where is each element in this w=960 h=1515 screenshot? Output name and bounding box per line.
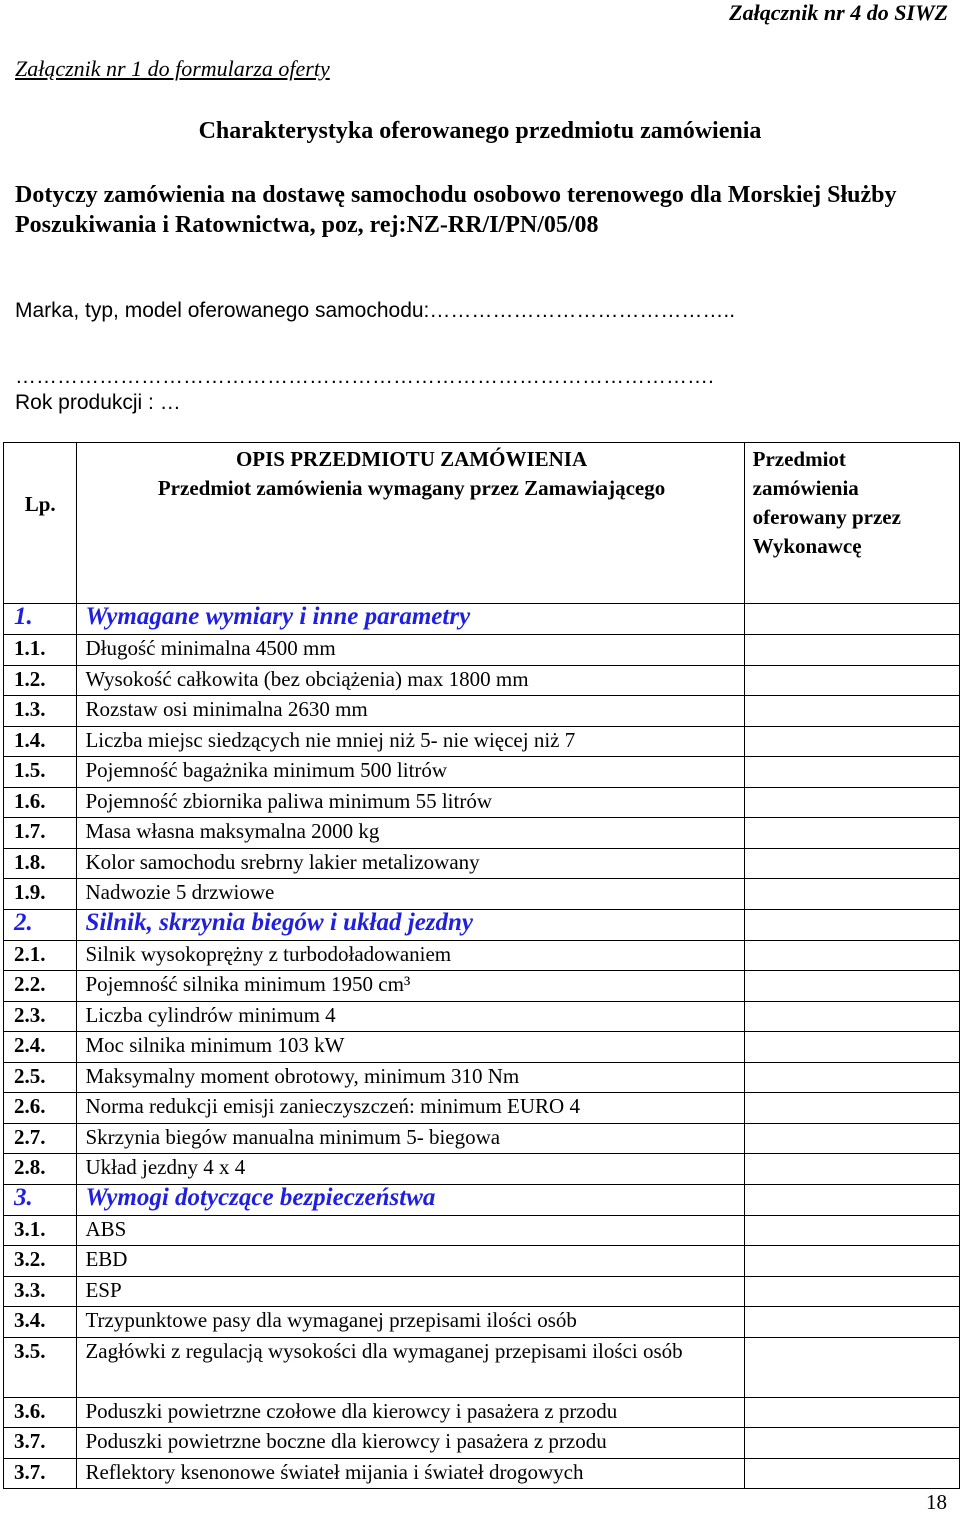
offered-cell[interactable]: [744, 1397, 959, 1428]
attachment-siwz-label: Załącznik nr 4 do SIWZ: [729, 0, 948, 25]
offered-cell[interactable]: [744, 1123, 959, 1154]
item-number: 3.7.: [4, 1458, 77, 1489]
item-number: 1.8.: [4, 848, 77, 879]
item-number: 1.3.: [4, 696, 77, 727]
table-row: [4, 665, 960, 696]
offered-cell[interactable]: [744, 1154, 959, 1185]
item-number: 2.2.: [4, 971, 77, 1002]
offered-cell[interactable]: [744, 1032, 959, 1063]
offered-cell[interactable]: [744, 1093, 959, 1124]
item-number: 3.1.: [4, 1215, 77, 1246]
table-row: [4, 940, 960, 971]
table-row: [4, 1428, 960, 1459]
item-description: Liczba miejsc siedzących nie mniej niż 5- nie więcej niż 7: [77, 726, 744, 757]
item-description: Maksymalny moment obrotowy, minimum 310 Nm: [77, 1062, 744, 1093]
item-number: 3.3.: [4, 1276, 77, 1307]
offered-cell[interactable]: [744, 665, 959, 696]
item-number: 1.6.: [4, 787, 77, 818]
offered-cell[interactable]: [744, 818, 959, 849]
item-description: Zagłówki z regulacją wysokości dla wymaganej przepisami ilości osób: [77, 1337, 744, 1397]
table-row: [4, 971, 960, 1002]
table-row: [4, 818, 960, 849]
table-row: [4, 1123, 960, 1154]
item-number: 2.1.: [4, 940, 77, 971]
column-header-description-subtitle: Przedmiot zamówienia wymagany przez Zamawiającego: [157, 476, 666, 500]
item-number: 1.5.: [4, 757, 77, 788]
item-description: Moc silnika minimum 103 kW: [77, 1032, 744, 1063]
item-number: 1.1.: [4, 635, 77, 666]
specification-table: [3, 442, 960, 1489]
production-year-field[interactable]: Rok produkcji : …: [15, 391, 181, 414]
table-row: [4, 879, 960, 910]
column-header-offered: Przedmiot zamówienia oferowany przez Wykonawcę: [744, 443, 959, 604]
item-number: 1.2.: [4, 665, 77, 696]
table-row: [4, 1397, 960, 1428]
section-row: [4, 604, 960, 635]
offered-cell[interactable]: [744, 940, 959, 971]
section-row: [4, 909, 960, 940]
offered-cell[interactable]: [744, 635, 959, 666]
item-number: 3.4.: [4, 1307, 77, 1338]
document-subject: Dotyczy zamówienia na dostawę samochodu osobowo terenowego dla Morskiej Służby Poszukiwania i Ratownictwa, poz, rej:NZ-RR/I/PN/05/08: [15, 182, 897, 238]
item-number: 2.4.: [4, 1032, 77, 1063]
item-number: 2.8.: [4, 1154, 77, 1185]
item-description: EBD: [77, 1246, 744, 1277]
table-row: [4, 1307, 960, 1338]
item-description: Norma redukcji emisji zanieczyszczeń: minimum EURO 4: [77, 1093, 744, 1124]
table-header-row: [4, 443, 960, 604]
table-row: [4, 1001, 960, 1032]
page-number: 18: [926, 1490, 947, 1514]
item-number: 1.9.: [4, 879, 77, 910]
item-number: 1.7.: [4, 818, 77, 849]
item-number: 2.6.: [4, 1093, 77, 1124]
column-header-lp: Lp.: [4, 443, 77, 604]
table-row: [4, 1062, 960, 1093]
document-title: Charakterystyka oferowanego przedmiotu zamówienia: [198, 118, 762, 144]
offered-cell[interactable]: [744, 1307, 959, 1338]
item-description: Trzypunktowe pasy dla wymaganej przepisami ilości osób: [77, 1307, 744, 1338]
item-description: ABS: [77, 1215, 744, 1246]
table-row: [4, 635, 960, 666]
item-description: Nadwozie 5 drzwiowe: [77, 879, 744, 910]
column-header-description-title: OPIS PRZEDMIOTU ZAMÓWIENIA: [235, 447, 588, 471]
brand-model-continuation: ……………………………………………………………………………………….: [15, 365, 714, 388]
item-description: Silnik wysokoprężny z turbodoładowaniem: [77, 940, 744, 971]
offered-cell[interactable]: [744, 879, 959, 910]
offered-cell[interactable]: [744, 1458, 959, 1489]
item-number: 3.2.: [4, 1246, 77, 1277]
table-row: [4, 1337, 960, 1397]
offered-cell[interactable]: [744, 604, 959, 635]
offered-cell[interactable]: [744, 1215, 959, 1246]
item-number: 2.3.: [4, 1001, 77, 1032]
section-title: Wymagane wymiary i inne parametry: [77, 604, 744, 635]
attachment-form-label: Załącznik nr 1 do formularza oferty: [15, 56, 330, 81]
item-number: 3.5.: [4, 1337, 77, 1397]
item-description: Masa własna maksymalna 2000 kg: [77, 818, 744, 849]
item-description: Długość minimalna 4500 mm: [77, 635, 744, 666]
offered-cell[interactable]: [744, 1246, 959, 1277]
section-number: 1.: [4, 604, 77, 635]
table-row: [4, 1032, 960, 1063]
item-description: Skrzynia biegów manualna minimum 5- biegowa: [77, 1123, 744, 1154]
item-number: 2.5.: [4, 1062, 77, 1093]
offered-cell[interactable]: [744, 1062, 959, 1093]
offered-cell[interactable]: [744, 971, 959, 1002]
item-number: 1.4.: [4, 726, 77, 757]
item-description: ESP: [77, 1276, 744, 1307]
offered-cell[interactable]: [744, 1001, 959, 1032]
section-title: Silnik, skrzynia biegów i układ jezdny: [77, 909, 744, 940]
offered-cell[interactable]: [744, 757, 959, 788]
item-description: Kolor samochodu srebrny lakier metalizowany: [77, 848, 744, 879]
item-number: 2.7.: [4, 1123, 77, 1154]
section-number: 2.: [4, 909, 77, 940]
item-description: Poduszki powietrzne boczne dla kierowcy i pasażera z przodu: [77, 1428, 744, 1459]
item-description: Poduszki powietrzne czołowe dla kierowcy i pasażera z przodu: [77, 1397, 744, 1428]
offered-cell[interactable]: [744, 848, 959, 879]
item-description: Układ jezdny 4 x 4: [77, 1154, 744, 1185]
column-header-description: [77, 443, 744, 604]
brand-model-field[interactable]: Marka, typ, model oferowanego samochodu:……………………………………..: [15, 299, 736, 322]
table-row: [4, 1458, 960, 1489]
offered-cell[interactable]: [744, 1276, 959, 1307]
item-description: Pojemność zbiornika paliwa minimum 55 litrów: [77, 787, 744, 818]
table-row: [4, 1154, 960, 1185]
offered-cell[interactable]: [744, 787, 959, 818]
offered-cell[interactable]: [744, 1184, 959, 1215]
table-row: [4, 1093, 960, 1124]
table-row: [4, 1246, 960, 1277]
offered-cell[interactable]: [744, 726, 959, 757]
table-row: [4, 1276, 960, 1307]
item-description: Reflektory ksenonowe świateł mijania i świateł drogowych: [77, 1458, 744, 1489]
item-number: 3.6.: [4, 1397, 77, 1428]
offered-cell[interactable]: [744, 1428, 959, 1459]
item-description: Rozstaw osi minimalna 2630 mm: [77, 696, 744, 727]
item-number: 3.7.: [4, 1428, 77, 1459]
item-description: Wysokość całkowita (bez obciążenia) max 1800 mm: [77, 665, 744, 696]
table-row: [4, 696, 960, 727]
item-description: Pojemność bagażnika minimum 500 litrów: [77, 757, 744, 788]
offered-cell[interactable]: [744, 909, 959, 940]
table-row: [4, 757, 960, 788]
item-description: Pojemność silnika minimum 1950 cm³: [77, 971, 744, 1002]
table-row: [4, 787, 960, 818]
item-description: Liczba cylindrów minimum 4: [77, 1001, 744, 1032]
section-title: Wymogi dotyczące bezpieczeństwa: [77, 1184, 744, 1215]
table-row: [4, 848, 960, 879]
offered-cell[interactable]: [744, 1337, 959, 1397]
table-row: [4, 1215, 960, 1246]
table-row: [4, 726, 960, 757]
offered-cell[interactable]: [744, 696, 959, 727]
section-row: [4, 1184, 960, 1215]
section-number: 3.: [4, 1184, 77, 1215]
